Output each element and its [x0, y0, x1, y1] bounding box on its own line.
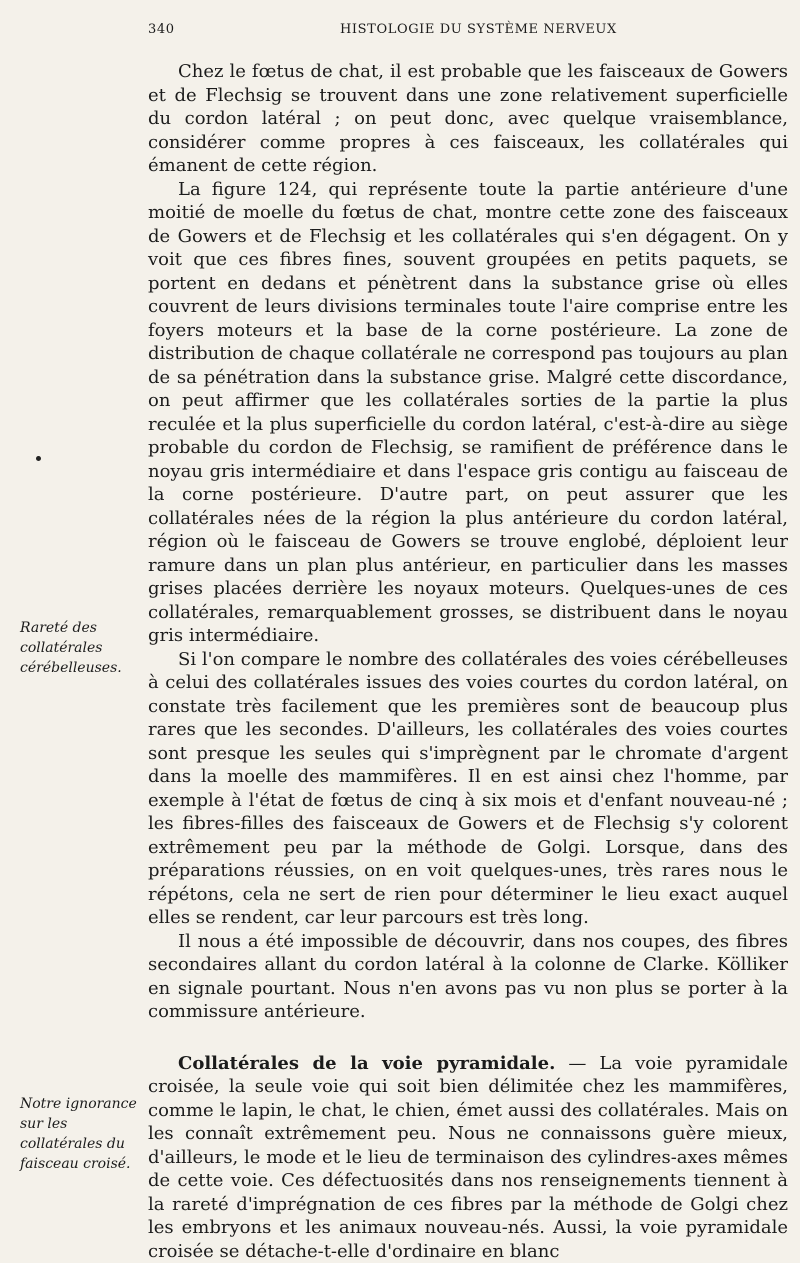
- paragraph: Chez le fœtus de chat, il est probable que les faisceaux de Gowers et de Flechsig se trouvent dans une zone relativement superficielle du cordon latéral ; on peut donc, avec quelque vraisemblance, considérer comme propres à ces faisceaux, les collatérales qui émanent de cette région.: [148, 60, 788, 178]
- ink-dot-mark: [36, 456, 41, 461]
- section-gap: [148, 1024, 788, 1052]
- section-text: — La voie pyramidale croisée, la seule voie qui soit bien délimitée chez les mammifères, comme le lapin, le chat, le chien, émet aussi des collatérales. Mais on les connaît extrêmement peu. Nous ne connaissons guère mieux, d'ailleurs, le mode et le lieu de terminaison des cylindres-axes mêmes de cette voie. Ces défectuosités dans nos renseignements tiennent à la rareté d'imprégnation de ces fibres par la méthode de Golgi chez les embryons et les animaux nouveau-nés. Aussi, la voie pyramidale croisée se détache-t-elle d'ordinaire en blanc: [148, 1053, 788, 1262]
- running-title: HISTOLOGIE DU SYSTÈME NERVEUX: [340, 22, 617, 38]
- margin-note-rarity: Rareté des collatérales cérébelleuses.: [20, 618, 140, 678]
- paragraph: La figure 124, qui représente toute la partie antérieure d'une moitié de moelle du fœtus de chat, montre cette zone des faisceaux de Gowers et de Flechsig et les collatérales qui s'en dégagent. On y voit que ces fibres fines, souvent groupées en petits paquets, se portent en dedans et pénètrent dans la substance grise où elles couvrent de leurs divisions terminales toute l'aire comprise entre les foyers moteurs et la base de la corne postérieure. La zone de distribution de chaque collatérale ne correspond pas toujours au plan de sa pénétration dans la substance grise. Malgré cette discordance, on peut affirmer que les collatérales sorties de la partie la plus reculée et la plus superficielle du cordon latéral, c'est-à-dire au siège probable du cordon de Flechsig, se ramifient de préférence dans le noyau gris intermédiaire et dans l'espace gris contigu au faisceau de la corne postérieure. D'autre part, on peut assurer que les collatérales nées de la région la plus antérieure du cordon latéral, région où le faisceau de Gowers se trouve englobé, déploient leur ramure dans un plan plus antérieur, en particulier dans les masses grises placées derrière les noyaux moteurs. Quelques-unes de ces collatérales, remarquablement grosses, se distribuent dans le noyau gris intermédiaire.: [148, 178, 788, 648]
- margin-note-ignorance: Notre ignorance sur les collatérales du faisceau croisé.: [20, 1094, 140, 1174]
- section-title: Collatérales de la voie pyramidale.: [178, 1053, 555, 1074]
- body-text: [148, 60, 788, 1263]
- paragraph-section: [148, 1052, 788, 1263]
- paragraph: Il nous a été impossible de découvrir, dans nos coupes, des fibres secondaires allant du cordon latéral à la colonne de Clarke. Kölliker en signale pourtant. Nous n'en avons pas vu non plus se porter à la commissure antérieure.: [148, 930, 788, 1024]
- paragraph: Si l'on compare le nombre des collatérales des voies cérébelleuses à celui des collatérales issues des voies courtes du cordon latéral, on constate très facilement que les premières sont de beaucoup plus rares que les secondes. D'ailleurs, les collatérales des voies courtes sont presque les seules qui s'imprègnent par le chromate d'argent dans la moelle des mammifères. Il en est ainsi chez l'homme, par exemple à l'état de fœtus de cinq à six mois et d'enfant nouveau-né ; les fibres-filles des faisceaux de Gowers et de Flechsig s'y colorent extrêmement peu par la méthode de Golgi. Lorsque, dans des préparations réussies, on en voit quelques-unes, très rares nous le répétons, cela ne sert de rien pour déterminer le lieu exact auquel elles se rendent, car leur parcours est très long.: [148, 648, 788, 930]
- page-number: 340: [148, 22, 175, 38]
